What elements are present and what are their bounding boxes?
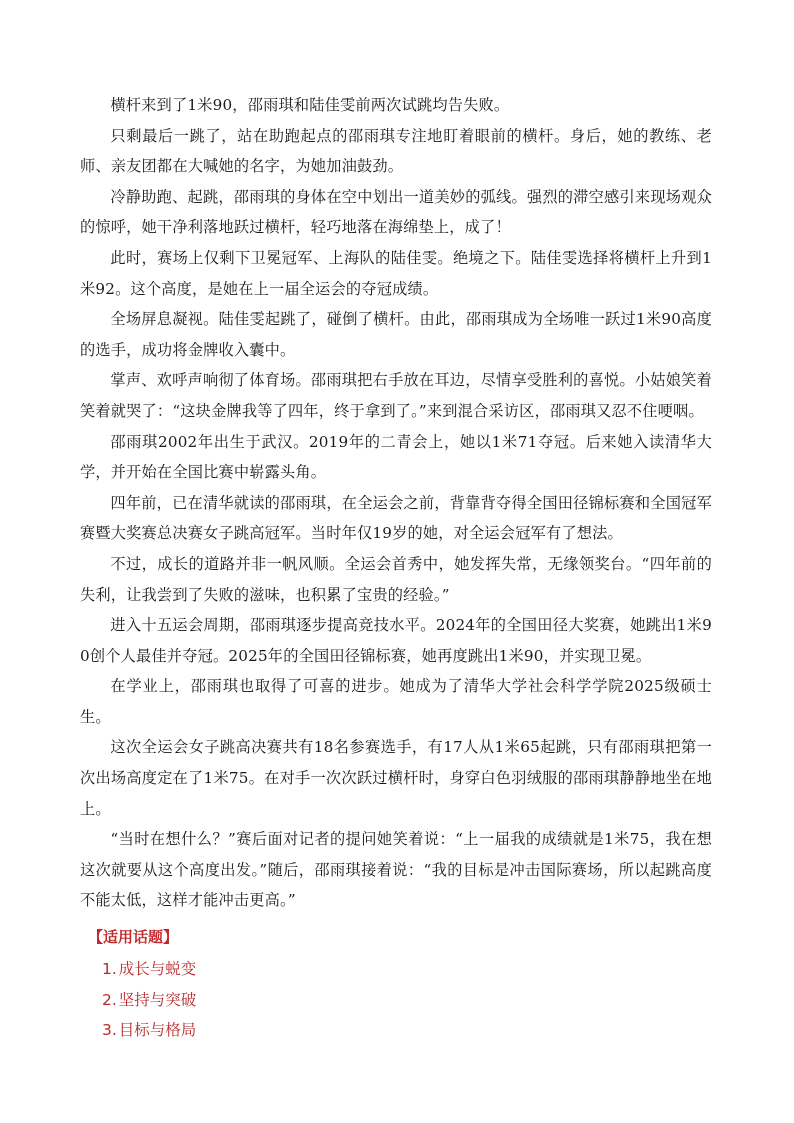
- list-item-label: 坚持与突破: [118, 990, 197, 1009]
- paragraph: 此时，赛场上仅剩下卫冕冠军、上海队的陆佳雯。绝境之下。陆佳雯选择将横杆上升到1米92。这个高度，是她在上一届全运会的夺冠成绩。: [80, 248, 712, 298]
- paragraph: 掌声、欢呼声响彻了体育场。邵雨琪把右手放在耳边，尽情享受胜利的喜悦。小姑娘笑着笑着就哭了：“这块金牌我等了四年，终于拿到了。”来到混合采访区，邵雨琪又忍不住哽咽。: [80, 371, 712, 420]
- article-body: [80, 90, 712, 916]
- list-item: [102, 954, 712, 985]
- list-item-number: 3.: [102, 1021, 117, 1040]
- paragraph: 在学业上，邵雨琪也取得了可喜的进步。她成为了清华大学社会科学学院2025级硕士生。: [80, 677, 712, 726]
- paragraph: 邵雨琪2002年出生于武汉。2019年的二青会上，她以1米71夺冠。后来她入读清华大学，并开始在全国比赛中崭露头角。: [80, 432, 712, 482]
- list-item: [102, 1015, 712, 1046]
- list-item-label: 目标与格局: [118, 1021, 197, 1040]
- paragraph: “当时在想什么？”赛后面对记者的提问她笑着说：“上一届我的成绩就是1米75，我在想这次就要从这个高度出发。”随后，邵雨琪接着说：“我的目标是冲击国际赛场，所以起跳高度不能太低，这样才能冲击更高。”: [80, 830, 712, 910]
- paragraph: 只剩最后一跳了，站在助跑起点的邵雨琪专注地盯着眼前的横杆。身后，她的教练、老师、亲友团都在大喊她的名字，为她加油鼓劲。: [80, 126, 712, 176]
- list-item: [102, 985, 712, 1016]
- list-item-number: 1.: [102, 960, 117, 979]
- paragraph: 进入十五运会周期，邵雨琪逐步提高竞技水平。2024年的全国田径大奖赛，她跳出1米90创个人最佳并夺冠。2025年的全国田径锦标赛，她再度跳出1米90，并实现卫冕。: [80, 616, 712, 665]
- topics-list: [80, 954, 712, 1046]
- paragraph: 冷静助跑、起跳，邵雨琪的身体在空中划出一道美妙的弧线。强烈的滞空感引来现场观众的惊呼，她干净利落地跃过横杆，轻巧地落在海绵垫上，成了！: [80, 187, 712, 237]
- topics-heading: 【适用话题】: [88, 928, 179, 947]
- paragraph: 四年前，已在清华就读的邵雨琪，在全运会之前，背靠背夺得全国田径锦标赛和全国冠军赛暨大奖赛总决赛女子跳高冠军。当时年仅19岁的她，对全运会冠军有了想法。: [80, 493, 712, 543]
- paragraph: 横杆来到了1米90，邵雨琪和陆佳雯前两次试跳均告失败。: [110, 96, 510, 114]
- paragraph: 不过，成长的道路并非一帆风顺。全运会首秀中，她发挥失常，无缘领奖台。“四年前的失利，让我尝到了失败的滋味，也积累了宝贵的经验。”: [80, 554, 712, 604]
- list-item-number: 2.: [102, 990, 117, 1009]
- list-item-label: 成长与蜕变: [118, 960, 197, 979]
- paragraph: 这次全运会女子跳高决赛共有18名参赛选手，有17人从1米65起跳，只有邵雨琪把第一次出场高度定在了1米75。在对手一次次跃过横杆时，身穿白色羽绒服的邵雨琪静静地坐在地上。: [80, 738, 712, 818]
- paragraph: 全场屏息凝视。陆佳雯起跳了，碰倒了横杆。由此，邵雨琪成为全场唯一跃过1米90高度的选手，成功将金牌收入囊中。: [80, 310, 712, 359]
